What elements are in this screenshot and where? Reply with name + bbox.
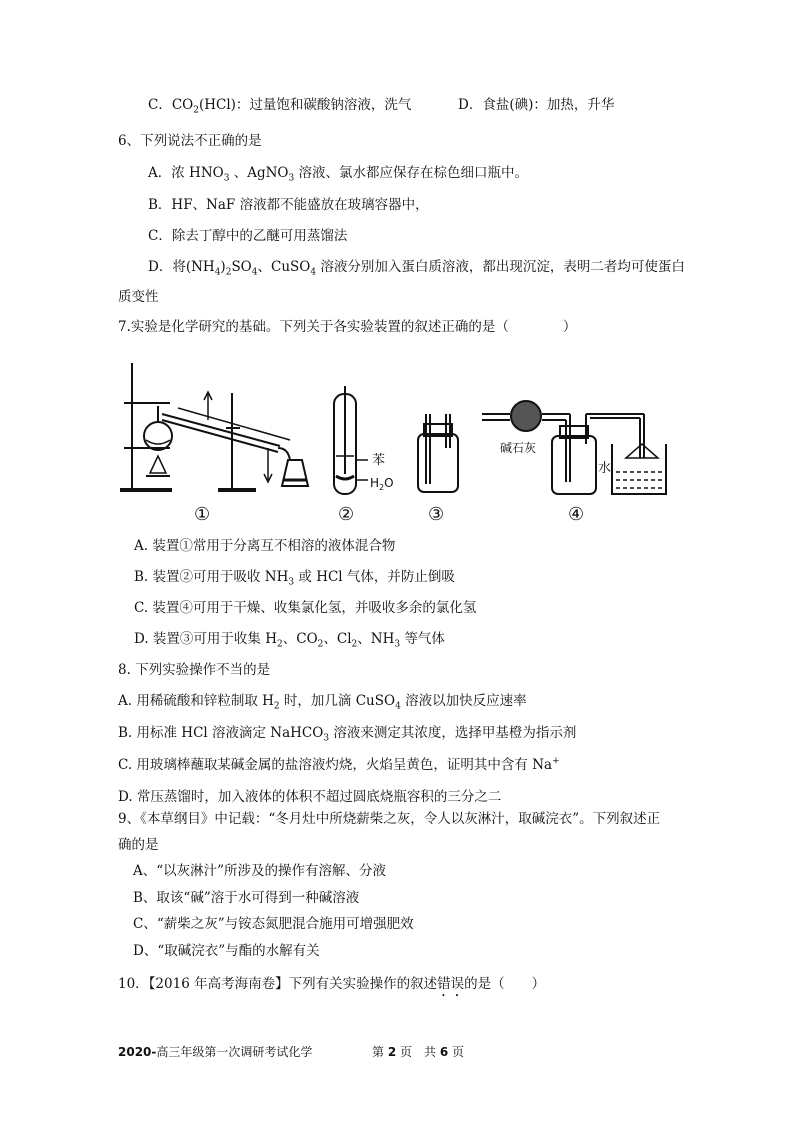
- label-apparatus-4: ④: [568, 504, 585, 525]
- q7-option-b: B. 装置②可用于吸收 $NH_3$ 或 HCl 气体，并防止倒吸: [134, 569, 455, 588]
- q9-option-d: D、“取碱浣衣”与酯的水解有关: [133, 943, 320, 959]
- q6-option-b: B．HF、NaF 溶液都不能盛放在玻璃容器中，: [148, 197, 429, 213]
- label-apparatus-1: ①: [194, 504, 211, 525]
- q9-option-a: A、“以灰淋汁”所涉及的操作有溶解、分液: [133, 863, 387, 879]
- q6-option-d-continued: 质变性: [118, 289, 159, 305]
- q7-option-a: A. 装置①常用于分离互不相溶的液体混合物: [134, 538, 396, 554]
- q10-emphasis-word: 错误: [437, 976, 465, 992]
- q7-option-c: C. 装置④可用于干燥、收集氯化氢，并吸收多余的氯化氢: [134, 600, 477, 616]
- apparatus-2-test-tube: [334, 386, 368, 494]
- apparatus-1-distillation: [120, 363, 308, 490]
- q7-stem: 7.实验是化学研究的基础。下列关于各实验装置的叙述正确的是（ ）: [118, 319, 577, 335]
- q9-option-b: B、取该“碱”溶于水可得到一种碱溶液: [133, 890, 360, 906]
- apparatus-3-gas-bottle: [418, 414, 458, 492]
- q9-option-c: C、“薪柴之灰”与铵态氮肥混合施用可增强肥效: [133, 916, 414, 932]
- q6-option-a: A．浓 $HNO_3$ 、AgNO$_3$ 溶液、氯水都应保存在棕色细口瓶中。: [148, 165, 529, 184]
- label-apparatus-3: ③: [428, 504, 445, 525]
- label-apparatus-2: ②: [338, 504, 355, 525]
- q5-option-d: D．食盐(碘)：加热，升华: [458, 97, 615, 113]
- q8-option-b: B. 用标准 HCl 溶液滴定 NaHCO$_3$ 溶液来测定其浓度，选择甲基橙为指示剂: [118, 725, 577, 744]
- q7-option-d: D. 装置③可用于收集 $H_2$、$CO_2$、$Cl_2$、$NH_3$ 等气体: [134, 631, 445, 650]
- apparatus-figure: [110, 348, 670, 526]
- q9-stem-continued: 确的是: [118, 837, 159, 853]
- q8-stem: 8. 下列实验操作不当的是: [118, 662, 271, 678]
- q8-option-c: C. 用玻璃棒蘸取某碱金属的盐溶液灼烧，火焰呈黄色，证明其中含有 Na+: [118, 756, 560, 773]
- q6-option-d: D．将$(NH_4)_2SO_4$、CuSO$_4$ 溶液分别加入蛋白质溶液，都出现沉淀，表明二者均可使蛋白: [148, 259, 685, 278]
- q10-stem: 10．【2016 年高考海南卷】下列有关实验操作的叙述错误的是（ ）: [118, 976, 546, 992]
- q9-stem: 9、《本草纲目》中记载：“冬月灶中所烧薪柴之灰，令人以灰淋汁，取碱浣衣”。下列叙述正: [118, 811, 661, 827]
- label-benzene: 苯: [372, 453, 386, 468]
- label-soda-lime: 碱石灰: [500, 441, 537, 455]
- footer-exam-title: 2020-高三年级第一次调研考试化学: [118, 1045, 313, 1059]
- q6-stem: 6、下列说法不正确的是: [118, 133, 262, 149]
- footer-page-number: 第 2 页 共 6 页: [372, 1045, 465, 1059]
- q6-option-c: C．除去丁醇中的乙醚可用蒸馏法: [148, 228, 348, 244]
- q5-option-c: C．$CO_2(HCl)$：过量饱和碳酸钠溶液，洗气: [148, 97, 412, 116]
- label-water-formula: $H_2O$: [370, 476, 394, 492]
- q8-option-a: A. 用稀硫酸和锌粒制取 $H_2$ 时，加几滴 CuSO$_4$ 溶液以加快反应速率: [118, 693, 527, 712]
- q8-option-d: D. 常压蒸馏时，加入液体的体积不超过圆底烧瓶容积的三分之二: [118, 789, 502, 805]
- label-water: 水: [598, 461, 612, 476]
